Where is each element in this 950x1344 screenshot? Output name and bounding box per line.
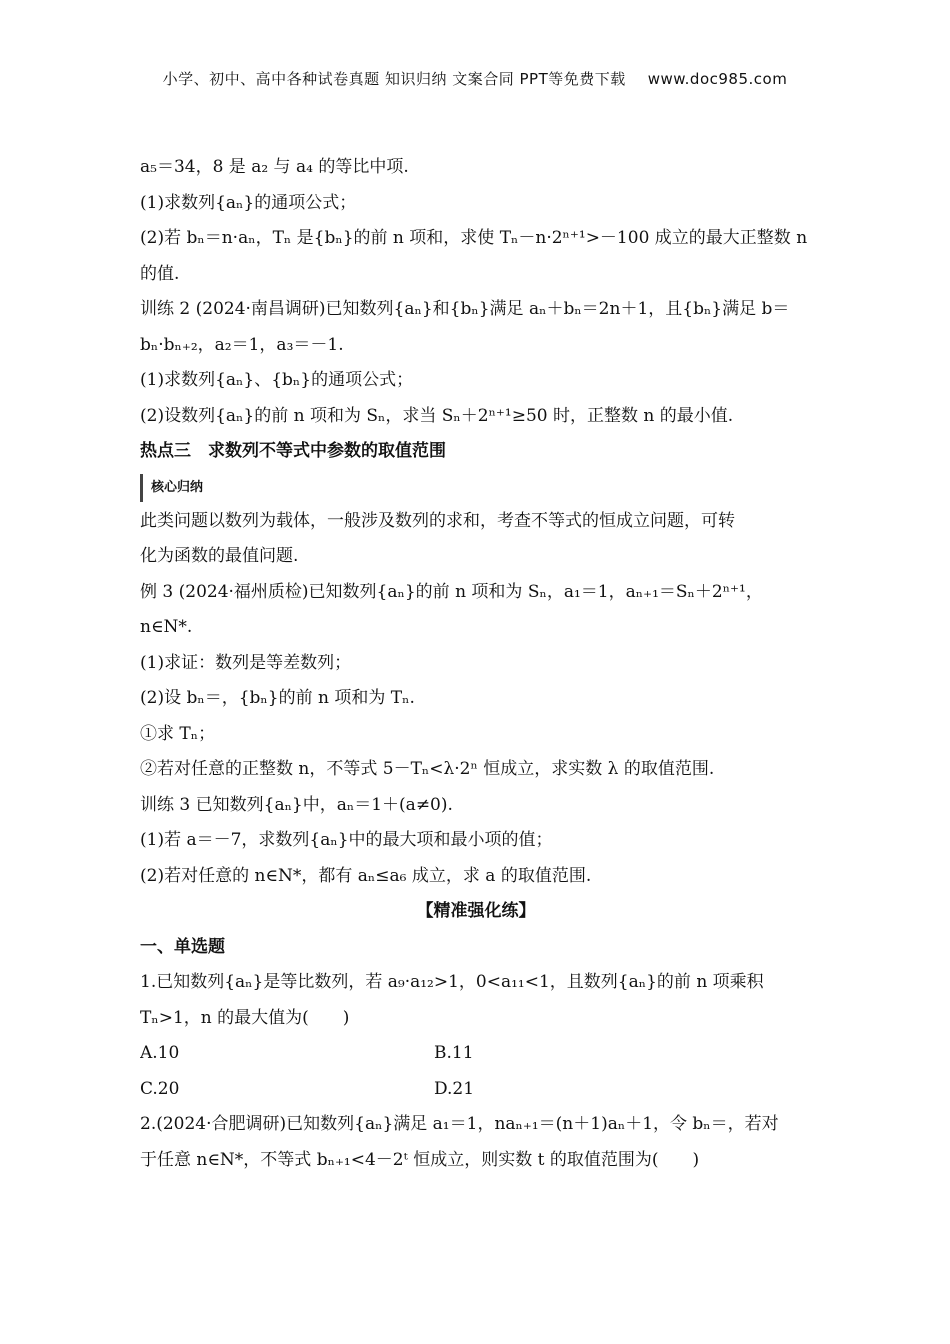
header-site: www.doc985.com bbox=[647, 70, 788, 88]
text-line: 训练 2 (2024·南昌调研)已知数列{aₙ}和{bₙ}满足 aₙ＋bₙ＝2n＋1，且{bₙ}满足 b＝ bbox=[140, 299, 790, 319]
text-line: ②若对任意的正整数 n，不等式 5－Tₙ<λ·2ⁿ 恒成立，求实数 λ 的取值范围. bbox=[140, 759, 715, 779]
core-text-line: 此类问题以数列为载体，一般涉及数列的求和，考查不等式的恒成立问题，可转 bbox=[140, 510, 735, 531]
text-line: (1)若 a＝－7，求数列{aₙ}中的最大项和最小项的值； bbox=[140, 830, 553, 850]
text-line: 训练 3 已知数列{aₙ}中，aₙ＝1＋(a≠0). bbox=[140, 794, 453, 815]
question-2-line: 于任意 n∈N*，不等式 bₙ₊₁<4－2ᵗ 恒成立，则实数 t 的取值范围为( ) bbox=[140, 1149, 700, 1170]
text-line: n∈N*. bbox=[140, 617, 193, 637]
text-line: ①求 Tₙ； bbox=[140, 723, 216, 744]
text-line: a₅＝34，8 是 a₂ 与 a₄ 的等比中项. bbox=[140, 157, 409, 177]
text-line: (2)设 bₙ＝，{bₙ}的前 n 项和为 Tₙ. bbox=[140, 688, 415, 708]
text-line: 的值. bbox=[140, 263, 180, 284]
part-heading: 一、单选题 bbox=[140, 936, 225, 957]
text-line: (2)若对任意的 n∈N*，都有 aₙ≤a₆ 成立，求 a 的取值范围. bbox=[140, 865, 592, 886]
practice-title: 【精准强化练】 bbox=[416, 901, 536, 921]
text-line: (2)设数列{aₙ}的前 n 项和为 Sₙ，求当 Sₙ＋2ⁿ⁺¹≥50 时，正整数 n 的最小值. bbox=[140, 405, 734, 426]
question-1-line: 1.已知数列{aₙ}是等比数列，若 a₉·a₁₂>1，0<a₁₁<1，且数列{aₙ}的前 n 项乘积 bbox=[140, 972, 764, 992]
text-line: (2)若 bₙ＝n·aₙ，Tₙ 是{bₙ}的前 n 项和，求使 Tₙ－n·2ⁿ⁺¹>－100 成立的最大正整数 n bbox=[140, 228, 808, 248]
text-line: 例 3 (2024·福州质检)已知数列{aₙ}的前 n 项和为 Sₙ，a₁＝1，aₙ₊₁＝Sₙ＋2ⁿ⁺¹， bbox=[140, 581, 763, 602]
option-a: A.10 bbox=[140, 1043, 180, 1063]
section-heading: 热点三 求数列不等式中参数的取值范围 bbox=[140, 441, 446, 461]
core-text-line: 化为函数的最值问题. bbox=[140, 546, 299, 566]
text-line: (1)求证：数列是等差数列； bbox=[140, 652, 352, 673]
options-row bbox=[140, 1036, 812, 1072]
options-row bbox=[140, 1072, 812, 1108]
core-summary-label: 核心归纳 bbox=[140, 474, 812, 502]
option-c: C.20 bbox=[140, 1078, 180, 1099]
document-body bbox=[140, 150, 812, 1178]
text-line: (1)求数列{aₙ}的通项公式； bbox=[140, 192, 357, 213]
question-2-line: 2.(2024·合肥调研)已知数列{aₙ}满足 a₁＝1，naₙ₊₁＝(n＋1)aₙ＋1，令 bₙ＝，若对 bbox=[140, 1114, 779, 1134]
option-d: D.21 bbox=[434, 1078, 475, 1099]
question-1-line: Tₙ>1，n 的最大值为( ) bbox=[140, 1007, 350, 1028]
text-line: (1)求数列{aₙ}、{bₙ}的通项公式； bbox=[140, 370, 414, 390]
header-text: 小学、初中、高中各种试卷真题 知识归纳 文案合同 PPT等免费下载 bbox=[162, 70, 626, 88]
text-line: bₙ·bₙ₊₂，a₂＝1，a₃＝－1. bbox=[140, 334, 344, 355]
option-b: B.11 bbox=[434, 1043, 474, 1063]
page-header bbox=[0, 68, 950, 89]
